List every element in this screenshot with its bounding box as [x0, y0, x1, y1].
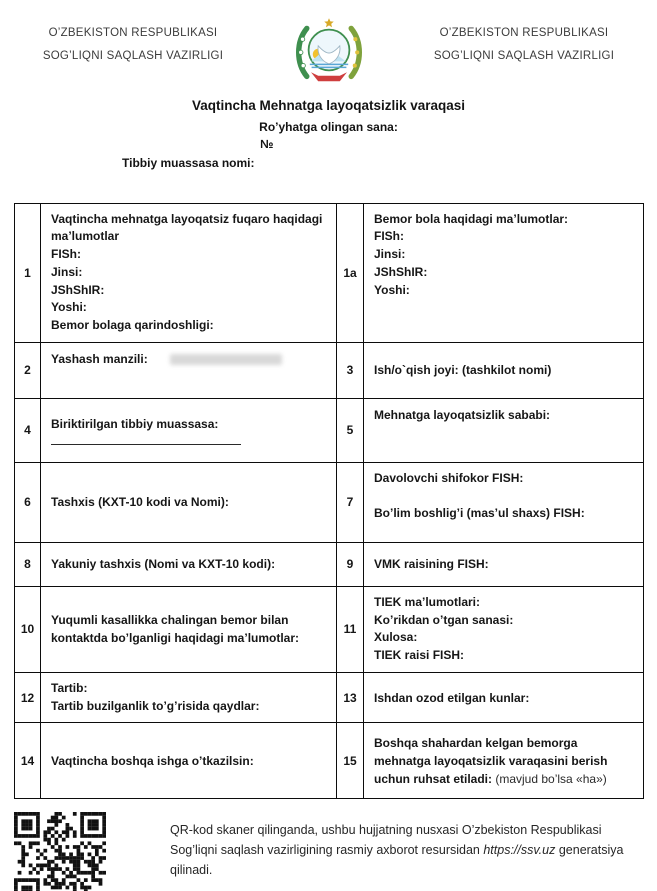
ministry-name-left	[24, 16, 242, 68]
field-label: Bemor bola haqidagi ma’lumotlar:	[374, 211, 569, 226]
table-row-8	[15, 723, 644, 799]
ministry-name-right	[415, 16, 633, 68]
row-number-12: 12	[15, 672, 41, 723]
field-label: Tartib:	[51, 680, 88, 695]
cell-disability-reason	[364, 398, 644, 462]
cell-temporary-transfer	[41, 723, 337, 799]
table-row-7	[15, 672, 644, 723]
field-label: Biriktirilgan tibbiy muassasa:	[51, 417, 219, 432]
cell-vmk-chair	[364, 542, 644, 586]
ministry-right-line1: O’ZBEKISTON RESPUBLIKASI	[439, 27, 609, 39]
field-label: TIEK raisi FISH:	[374, 648, 465, 663]
table-row-5	[15, 542, 644, 586]
row-number-14: 14	[15, 723, 41, 799]
cell-contact-info	[41, 586, 337, 672]
cell-tiek-info	[364, 586, 644, 672]
field-label: Ishdan ozod etilgan kunlar:	[374, 690, 530, 705]
field-label: Vaqtincha boshqa ishga o’tkazilsin:	[51, 753, 254, 768]
cell-days-off	[364, 672, 644, 723]
field-label: FISh:	[51, 247, 81, 262]
qr-text-before: QR-kod skaner qilinganda, ushbu hujjatning nusxasi O’zbekiston Respublikasi Sog’liqni saqlash vazirligining rasmiy axborot resursidan	[170, 823, 602, 858]
field-note: (mavjud bo’lsa «ha»)	[492, 771, 607, 786]
row-number-2: 2	[15, 342, 41, 398]
ssv-url-text: https://ssv.uz	[483, 843, 556, 858]
cell-doctor-info	[364, 462, 644, 542]
table-row-2	[15, 342, 644, 398]
cell-diagnosis	[41, 462, 337, 542]
field-label: Tartib buzilganlik to’g’risida qaydlar:	[51, 698, 260, 713]
footer	[14, 812, 643, 891]
cell-other-city-permit	[364, 723, 644, 799]
field-label: Yuqumli kasallikka chalingan bemor bilan kontaktda bo’lganligi haqidagi ma’lumotlar:	[51, 613, 300, 646]
table-row-4	[15, 462, 644, 542]
field-label: Bo’lim boshlig’i (mas’ul shaxs) FISH:	[374, 505, 585, 520]
field-label: Yakuniy tashxis (Nomi va KXT-10 kodi):	[51, 557, 276, 572]
table-row-3	[15, 398, 644, 462]
uzbekistan-emblem-icon	[293, 16, 365, 84]
field-label: JShShIR:	[374, 264, 428, 279]
medical-facility-label: Tibbiy muassasa nomi:	[122, 156, 255, 171]
cell-address	[41, 342, 337, 398]
row-number-1a: 1a	[337, 203, 364, 342]
blank-answer-line	[51, 435, 241, 445]
field-label: TIEK ma’lumotlari:	[374, 594, 481, 609]
row-number-3: 3	[337, 342, 364, 398]
cell-child-info	[364, 203, 644, 342]
row-number-5: 5	[337, 398, 364, 462]
row-number-4: 4	[15, 398, 41, 462]
row-number-11: 11	[337, 586, 364, 672]
field-label: Yoshi:	[51, 300, 87, 315]
field-label: Yoshi:	[374, 282, 410, 297]
field-label: Boshqa shahardan kelgan bemorga mehnatga layoqatsizlik varaqasini berish uchun ruhsat etiladi:	[374, 735, 608, 786]
field-label: Vaqtincha mehnatga layoqatsiz fuqaro haqidagi ma’lumotlar	[51, 211, 323, 244]
row-number-6: 6	[15, 462, 41, 542]
qr-text-after: generatsiya qilinadi.	[170, 843, 624, 878]
row-number-10: 10	[15, 586, 41, 672]
field-label: FISh:	[374, 229, 404, 244]
field-label: VMK raisining FISH:	[374, 557, 489, 572]
table-row-1	[15, 203, 644, 342]
field-label: Ish/o`qish joyi: (tashkilot nomi)	[374, 363, 552, 378]
field-label: Bemor bolaga qarindoshligi:	[51, 318, 214, 333]
field-label: Yashash manzili:	[51, 351, 148, 366]
qr-explanation-text	[170, 812, 642, 880]
field-label: JShShIR:	[51, 282, 105, 297]
header	[0, 0, 657, 84]
cell-worker-info	[41, 203, 337, 342]
field-label: Davolovchi shifokor FISH:	[374, 470, 524, 485]
registration-date-label: Ro’yhatga olingan sana:	[259, 119, 398, 134]
field-label: Tashxis (KXT-10 kodi va Nomi):	[51, 495, 229, 510]
ministry-left-line2: SOG’LIQNI SAQLASH VAZIRLIGI	[42, 50, 224, 62]
ministry-right-line2: SOG’LIQNI SAQLASH VAZIRLIGI	[433, 50, 615, 62]
title-block	[0, 96, 657, 173]
form-table	[14, 203, 644, 800]
document-title: Vaqtincha Mehnatga layoqatsizlik varaqasi	[191, 98, 466, 113]
field-label: Jinsi:	[51, 264, 83, 279]
document-number-label: №	[260, 136, 274, 151]
cell-final-diagnosis	[41, 542, 337, 586]
row-number-1: 1	[15, 203, 41, 342]
qr-code-icon	[14, 812, 106, 891]
row-number-15: 15	[337, 723, 364, 799]
redacted-address-value	[170, 354, 282, 365]
row-number-7: 7	[337, 462, 364, 542]
cell-workplace	[364, 342, 644, 398]
cell-regimen	[41, 672, 337, 723]
row-number-13: 13	[337, 672, 364, 723]
row-number-8: 8	[15, 542, 41, 586]
row-number-9: 9	[337, 542, 364, 586]
field-label: Xulosa:	[374, 630, 418, 645]
field-label: Ko’rikdan o’tgan sanasi:	[374, 612, 514, 627]
field-label: Jinsi:	[374, 247, 406, 262]
cell-attached-facility	[41, 398, 337, 462]
field-label: Mehnatga layoqatsizlik sababi:	[374, 407, 551, 422]
ministry-left-line1: O’ZBEKISTON RESPUBLIKASI	[48, 27, 218, 39]
table-row-6	[15, 586, 644, 672]
